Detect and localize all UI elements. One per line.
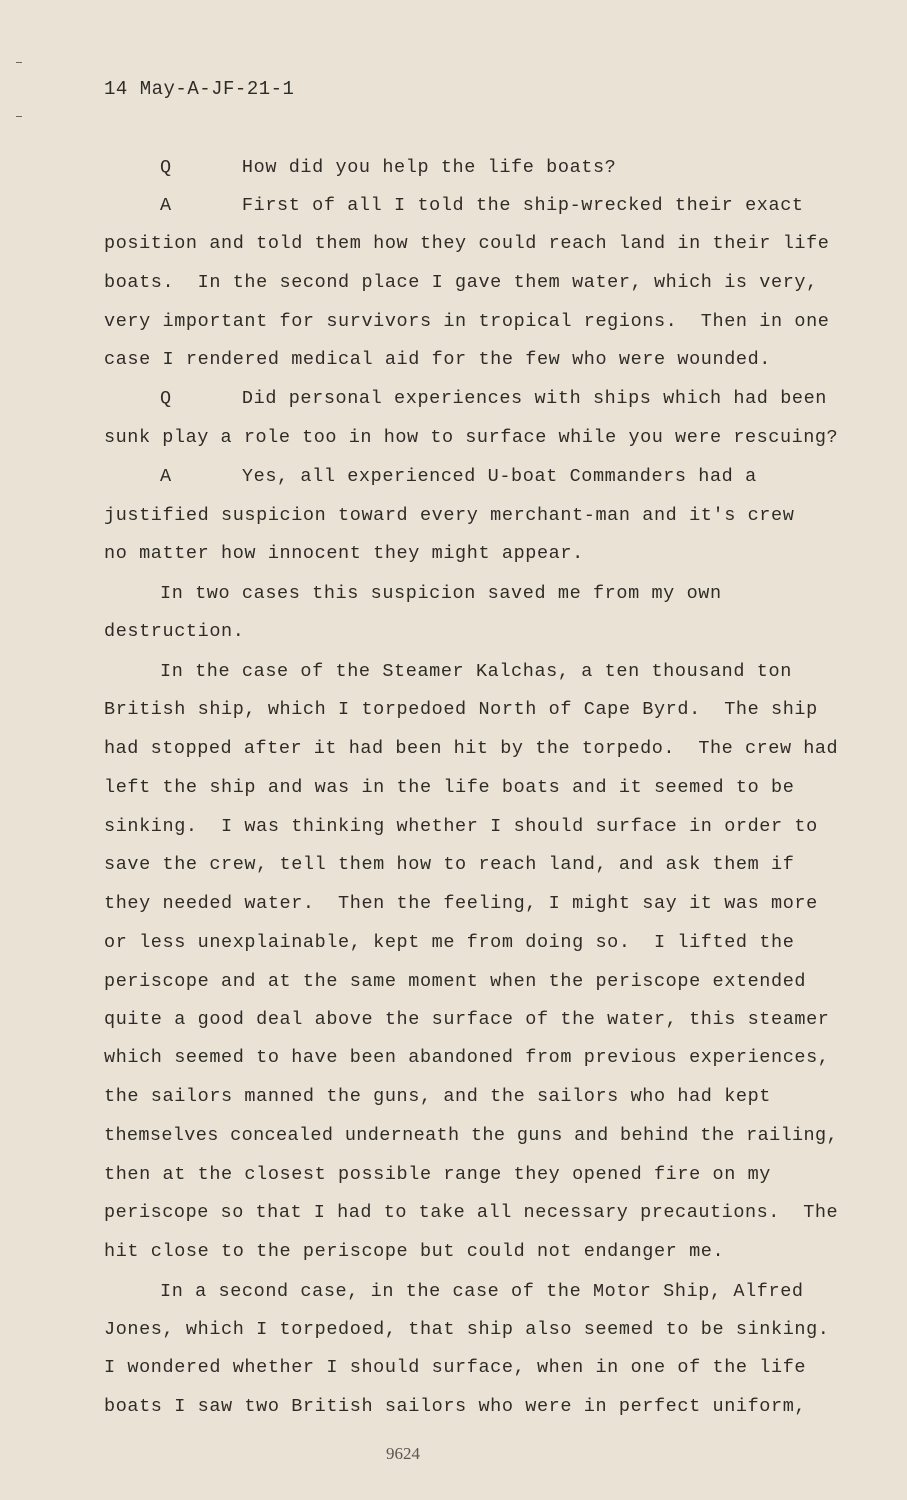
text-line: save the crew, tell them how to reach land, and ask them if	[104, 854, 795, 875]
text-line: had stopped after it had been hit by the torpedo. The crew had	[104, 738, 839, 759]
text-line: which seemed to have been abandoned from previous experiences,	[104, 1047, 830, 1068]
text-line: Jones, which I torpedoed, that ship also seemed to be sinking.	[104, 1319, 830, 1340]
text-line: Q How did you help the life boats?	[160, 157, 617, 178]
text-line: justified suspicion toward every merchant-man and it's crew	[104, 505, 795, 526]
text-line: I wondered whether I should surface, when in one of the life	[104, 1357, 807, 1378]
margin-mark	[16, 62, 22, 63]
text-line: A Yes, all experienced U-boat Commanders had a	[160, 466, 757, 487]
text-line: then at the closest possible range they opened fire on my	[104, 1164, 772, 1185]
text-line: Q Did personal experiences with ships which had been	[160, 388, 828, 409]
text-line: or less unexplainable, kept me from doing so. I lifted the	[104, 932, 795, 953]
text-line: boats. In the second place I gave them water, which is very,	[104, 272, 818, 293]
text-line: A First of all I told the ship-wrecked their exact	[160, 195, 804, 216]
text-line: boats I saw two British sailors who were in perfect uniform,	[104, 1396, 807, 1417]
text-line: hit close to the periscope but could not endanger me.	[104, 1241, 725, 1262]
text-line: no matter how innocent they might appear.	[104, 543, 584, 564]
text-line: In a second case, in the case of the Motor Ship, Alfred	[160, 1281, 804, 1302]
text-line: very important for survivors in tropical regions. Then in one	[104, 311, 830, 332]
margin-mark	[16, 116, 22, 117]
text-line: left the ship and was in the life boats and it seemed to be	[104, 777, 795, 798]
text-line: In the case of the Steamer Kalchas, a ten thousand ton	[160, 661, 792, 682]
text-line: In two cases this suspicion saved me from my own	[160, 583, 722, 604]
text-line: destruction.	[104, 621, 245, 642]
text-line: the sailors manned the guns, and the sailors who had kept	[104, 1086, 772, 1107]
text-line: themselves concealed underneath the guns and behind the railing,	[104, 1125, 838, 1146]
text-line: sunk play a role too in how to surface while you were rescuing?	[104, 427, 839, 448]
text-line: position and told them how they could reach land in their life	[104, 233, 830, 254]
text-line: periscope so that I had to take all necessary precautions. The	[104, 1202, 839, 1223]
text-line: periscope and at the same moment when the periscope extended	[104, 971, 807, 992]
text-line: British ship, which I torpedoed North of Cape Byrd. The ship	[104, 699, 818, 720]
text-line: they needed water. Then the feeling, I might say it was more	[104, 893, 818, 914]
text-line: case I rendered medical aid for the few who were wounded.	[104, 349, 772, 370]
text-line: quite a good deal above the surface of the water, this steamer	[104, 1009, 830, 1030]
page-number: 9624	[386, 1444, 420, 1463]
text-line: sinking. I was thinking whether I should surface in order to	[104, 816, 818, 837]
document-reference: 14 May-A-JF-21-1	[104, 78, 295, 100]
